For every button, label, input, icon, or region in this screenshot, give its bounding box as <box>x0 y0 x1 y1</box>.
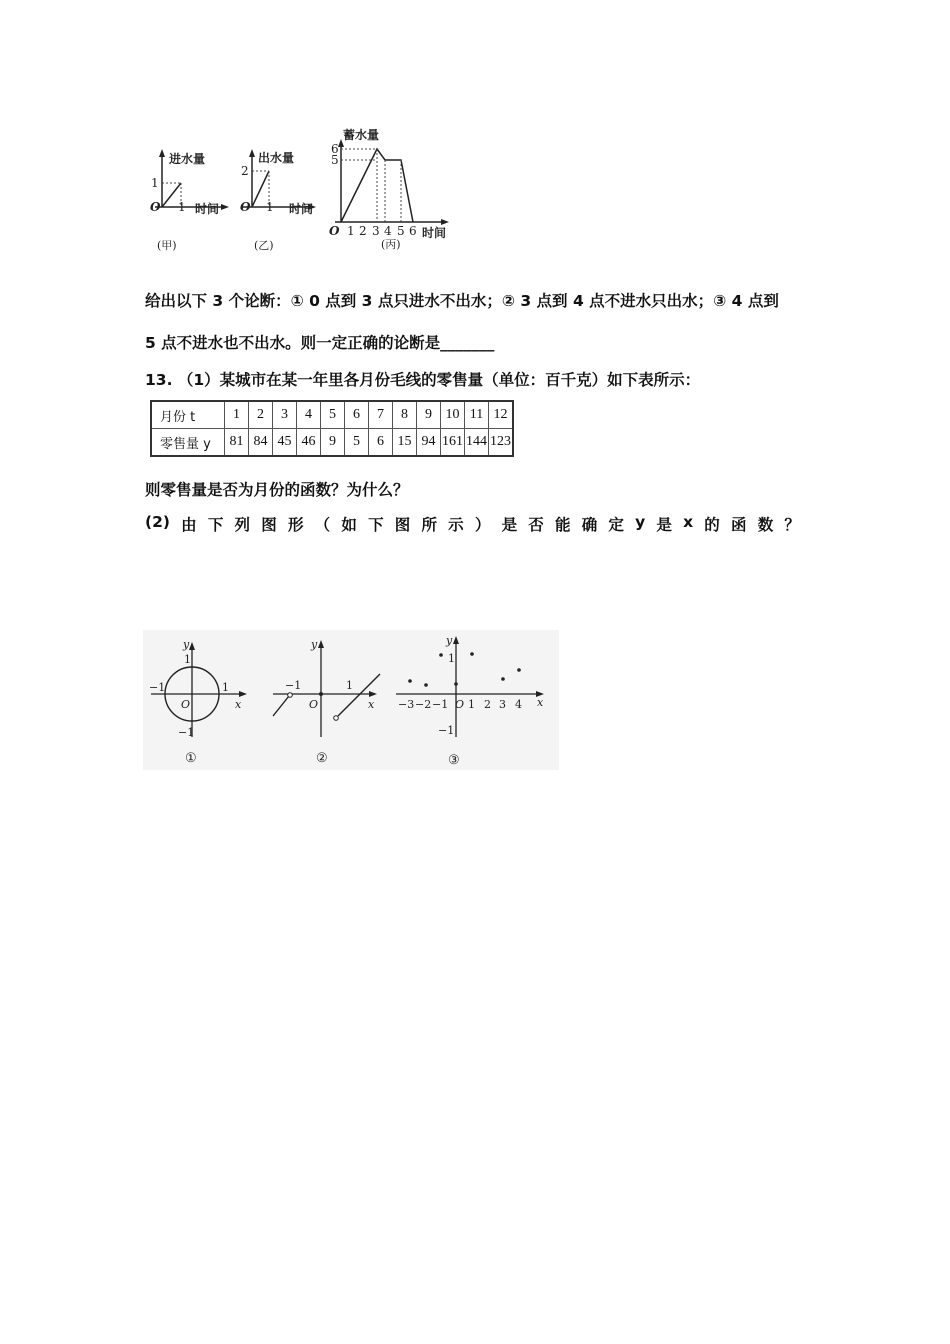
circle-tick-right: 1 <box>222 681 229 694</box>
graph-bing <box>325 125 455 255</box>
dots-y-tick-neg1: −1 <box>438 724 455 737</box>
line-tick-1: 1 <box>346 679 353 692</box>
question-13-part-1-ask: 则零售量是否为月份的函数？为什么？ <box>145 481 409 499</box>
table-row <box>151 429 513 457</box>
table-cell: 161 <box>441 429 465 457</box>
jia-x-tick: 1 <box>178 200 186 214</box>
table-cell: 10 <box>441 401 465 429</box>
bing-y-tick-6: 6 <box>331 142 339 156</box>
yi-y-label: 出水量 <box>258 151 295 165</box>
table-cell: 81 <box>225 429 249 457</box>
dots-x-tick-1: 1 <box>468 698 475 711</box>
question-13-part-2-char: 由 <box>181 516 197 534</box>
question-13-part-2-char: ） <box>474 516 491 534</box>
dots-y-tick-1: 1 <box>448 652 455 665</box>
question-13-part-2-char: y <box>635 513 646 531</box>
yi-origin: O <box>240 200 251 214</box>
table-cell: 5 <box>345 429 369 457</box>
table-cell: 6 <box>369 429 393 457</box>
circle-tick-top: 1 <box>184 653 191 666</box>
question-13-part-2-char: 数 <box>757 516 774 534</box>
table-row <box>151 401 513 429</box>
question-13-part-1: 13. （1）某城市在某一年里各月份毛线的零售量（单位：百千克）如下表所示： <box>145 371 701 389</box>
question-13-part-2-char: 下 <box>368 516 384 534</box>
question-13-part-2-char: ？ <box>784 516 800 534</box>
question-13-part-2-char: 是 <box>501 516 518 534</box>
table-header-month: 月份 t <box>151 401 225 429</box>
table-cell: 46 <box>297 429 321 457</box>
table-cell: 3 <box>273 401 297 429</box>
line-y-label: y <box>311 638 318 651</box>
question-13-part-2-char: 函 <box>730 516 747 534</box>
bing-y-tick-5: 5 <box>331 153 339 167</box>
bing-x-tick-6: 6 <box>409 224 417 238</box>
table-cell: 1 <box>225 401 249 429</box>
table-cell: 144 <box>465 429 489 457</box>
dots-x-tick-4: 4 <box>515 698 522 711</box>
yi-y-tick: 2 <box>241 164 249 178</box>
dots-x-tick-neg2: −2 <box>415 698 432 711</box>
question-13-part-2-char: 下 <box>207 516 224 534</box>
question-13-part-2-char: 图 <box>394 516 411 534</box>
table-cell: 7 <box>369 401 393 429</box>
question-13-part-2-char: 所 <box>421 516 437 534</box>
jia-y-tick: 1 <box>151 176 159 190</box>
question-13-part-2-char: 图 <box>261 516 277 534</box>
question-13-part-2-char: 形 <box>287 516 304 534</box>
bing-y-label: 蓄水量 <box>343 128 380 142</box>
yi-x-label: 时间 <box>289 202 314 216</box>
table-cell: 9 <box>417 401 441 429</box>
question-13-part-2-char: 的 <box>704 516 720 534</box>
question-13-part-2-char: 能 <box>554 516 571 534</box>
dots-x-tick-neg3: −3 <box>398 698 415 711</box>
table-cell: 6 <box>345 401 369 429</box>
bing-x-tick-5: 5 <box>397 224 405 238</box>
bing-x-tick-3: 3 <box>372 224 380 238</box>
table-cell: 9 <box>321 429 345 457</box>
bing-origin: O <box>329 224 340 238</box>
bing-x-tick-4: 4 <box>384 224 392 238</box>
dots-y-label: y <box>446 634 453 647</box>
question-13-part-2-char: 是 <box>656 516 672 534</box>
circle-x-label: x <box>235 698 242 711</box>
question-13-part-2-char: （ <box>314 516 331 534</box>
sales-table <box>150 400 514 457</box>
graph-circle <box>145 632 255 770</box>
table-cell: 4 <box>297 401 321 429</box>
dots-x-tick-neg1: −1 <box>432 698 449 711</box>
table-cell: 15 <box>393 429 417 457</box>
table-cell: 12 <box>489 401 514 429</box>
table-cell: 11 <box>465 401 489 429</box>
table-cell: 8 <box>393 401 417 429</box>
graph-dots <box>390 632 558 770</box>
jia-x-label: 时间 <box>195 202 220 216</box>
statement-paragraph-2: 5 点不进水也不出水。则一定正确的论断是_______ <box>145 334 495 352</box>
question-13-part-2-char: 确 <box>581 516 598 534</box>
bing-x-tick-2: 2 <box>359 224 367 238</box>
jia-caption: (甲) <box>157 239 177 252</box>
table-cell: 84 <box>249 429 273 457</box>
jia-origin: O <box>150 200 161 214</box>
table-header-sales: 零售量 y <box>151 429 225 457</box>
question-13-part-2-char: 定 <box>608 516 624 534</box>
table-cell: 2 <box>249 401 273 429</box>
question-13-part-2-char: 否 <box>528 516 544 534</box>
question-13-part-2-char: 列 <box>234 516 251 534</box>
line-origin: O <box>309 698 319 711</box>
yi-x-tick: 1 <box>266 200 274 214</box>
dots-caption: ③ <box>448 753 460 768</box>
question-13-part-2-char: x <box>683 513 694 531</box>
yi-caption: (乙) <box>254 239 274 252</box>
dots-x-tick-2: 2 <box>484 698 491 711</box>
line-caption: ② <box>316 751 328 766</box>
table-cell: 5 <box>321 401 345 429</box>
jia-y-label: 进水量 <box>169 152 206 166</box>
question-13-part-2-char: 示 <box>448 516 464 534</box>
circle-caption: ① <box>185 751 197 766</box>
circle-tick-left: −1 <box>149 681 166 694</box>
dots-origin: O <box>455 698 465 711</box>
question-13-part-2-char: 如 <box>341 516 357 534</box>
bing-x-label: 时间 <box>422 226 447 240</box>
bing-x-tick-1: 1 <box>347 224 355 238</box>
circle-origin: O <box>181 698 191 711</box>
graph-yi <box>232 145 317 255</box>
statement-paragraph-1: 给出以下 3 个论断：① 0 点到 3 点只进水不出水；② 3 点到 4 点不进水只出水；③ 4 点到 <box>145 292 779 310</box>
table-cell: 123 <box>489 429 514 457</box>
dots-x-label: x <box>537 696 544 709</box>
table-cell: 45 <box>273 429 297 457</box>
line-x-label: x <box>368 698 375 711</box>
dots-x-tick-3: 3 <box>499 698 506 711</box>
graph-line <box>265 632 385 770</box>
bing-caption: (丙) <box>381 238 401 251</box>
graph-jia <box>145 145 230 255</box>
line-tick-neg1: −1 <box>285 679 302 692</box>
question-13-part-2-char: (2) <box>145 513 170 531</box>
circle-y-label: y <box>183 638 190 651</box>
table-cell: 94 <box>417 429 441 457</box>
question-13-part-2 <box>145 513 800 535</box>
circle-tick-bottom: −1 <box>178 726 195 739</box>
